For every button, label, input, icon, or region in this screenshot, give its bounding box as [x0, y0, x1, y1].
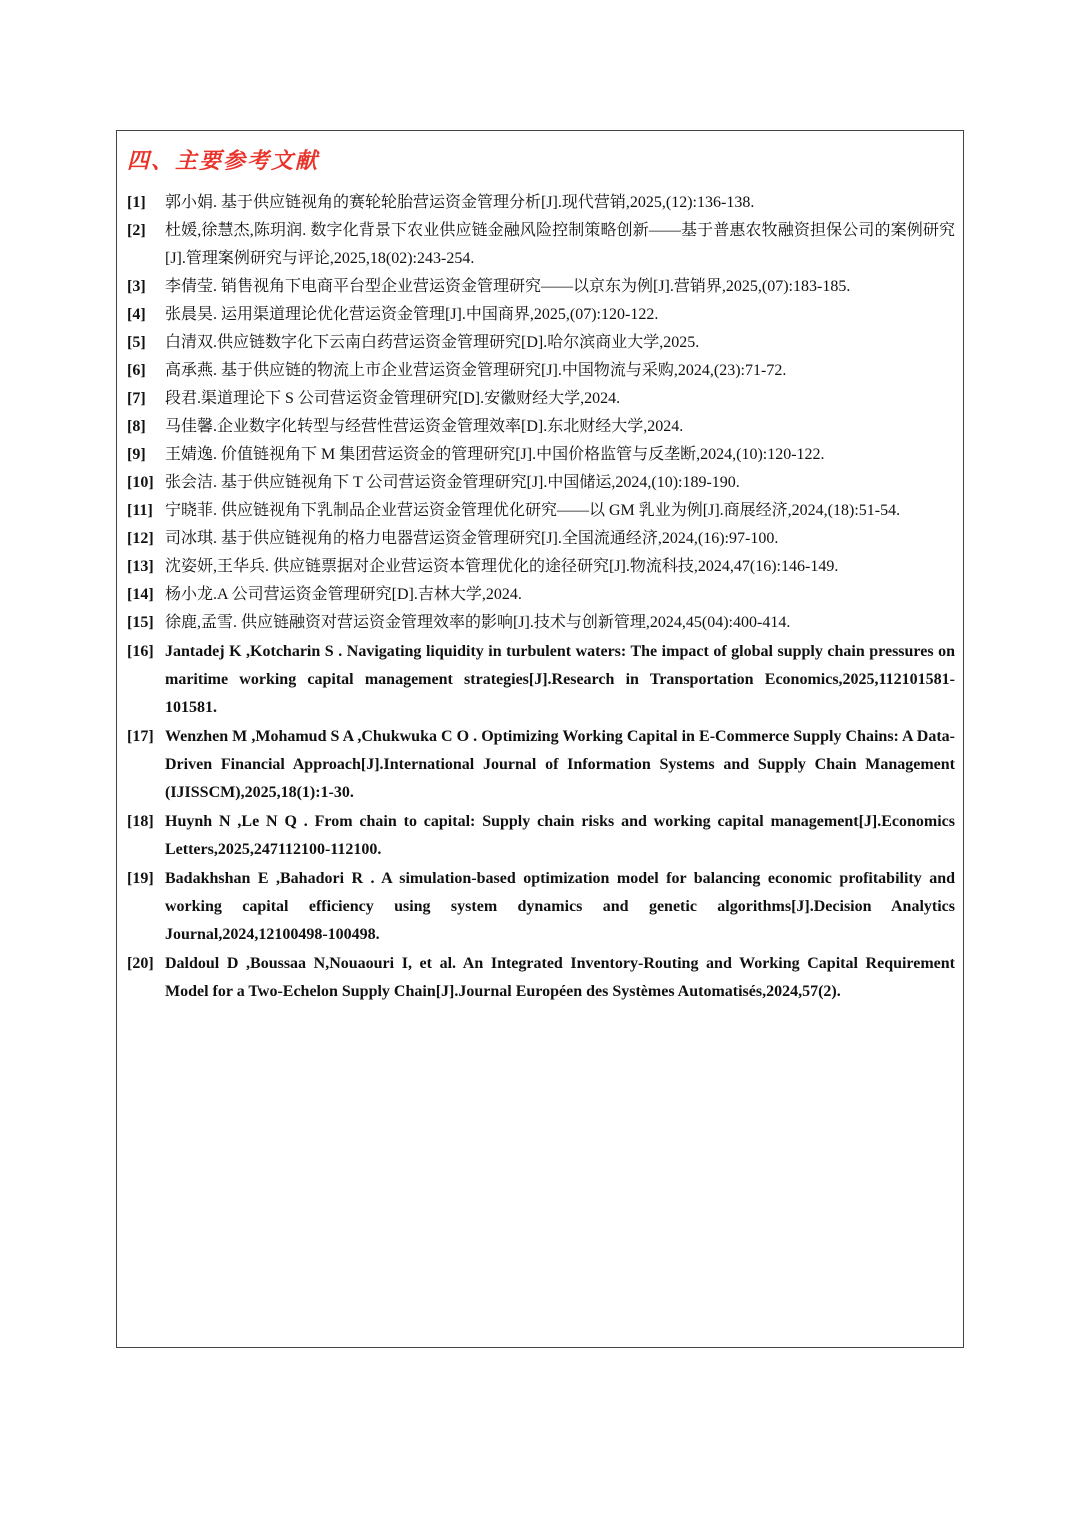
- reference-number: [18]: [127, 813, 154, 830]
- reference-text: 白清双.供应链数字化下云南白药营运资金管理研究[D].哈尔滨商业大学,2025.: [165, 334, 700, 351]
- reference-number: [1]: [127, 194, 146, 211]
- reference-number: [6]: [127, 362, 146, 379]
- reference-item: [127, 638, 955, 722]
- reference-item: [127, 385, 955, 413]
- reference-text: 宁晓菲. 供应链视角下乳制品企业营运资金管理优化研究——以 GM 乳业为例[J].商展经济,2024,(18):51-54.: [165, 502, 901, 519]
- reference-number: [5]: [127, 334, 146, 351]
- reference-item: [127, 497, 955, 525]
- reference-item: [127, 865, 955, 949]
- reference-item: [127, 808, 955, 864]
- reference-number: [11]: [127, 502, 153, 519]
- reference-text: Daldoul D ,Boussaa N,Nouaouri I, et al. An Integrated Inventory-Routing and Working Capital Requirement Model for a Two-Echelon Supply Chain[J].Journal Européen des Systèmes Automatisés,2024,57(2).: [165, 955, 955, 1000]
- reference-item: [127, 413, 955, 441]
- reference-number: [2]: [127, 222, 146, 239]
- reference-text: 沈姿妍,王华兵. 供应链票据对企业营运资本管理优化的途径研究[J].物流科技,2024,47(16):146-149.: [165, 558, 839, 575]
- reference-text: 杜媛,徐慧杰,陈玥润. 数字化背景下农业供应链金融风险控制策略创新——基于普惠农牧融资担保公司的案例研究[J].管理案例研究与评论,2025,18(02):243-254.: [165, 222, 955, 267]
- reference-text: 段君.渠道理论下 S 公司营运资金管理研究[D].安徽财经大学,2024.: [165, 390, 621, 407]
- reference-text: 司冰琪. 基于供应链视角的格力电器营运资金管理研究[J].全国流通经济,2024,(16):97-100.: [165, 530, 779, 547]
- reference-text: Jantadej K ,Kotcharin S . Navigating liquidity in turbulent waters: The impact of global supply chain pressures on maritime working capital management strategies[J].Research in Transportation Economics,2025,112101581-101581.: [165, 643, 955, 716]
- reference-number: [12]: [127, 530, 154, 547]
- reference-item: [127, 217, 955, 273]
- reference-number: [13]: [127, 558, 154, 575]
- reference-item: [127, 189, 955, 217]
- reference-item: [127, 357, 955, 385]
- reference-text: 张晨昊. 运用渠道理论优化营运资金管理[J].中国商界,2025,(07):120-122.: [165, 306, 659, 323]
- reference-text: 李倩莹. 销售视角下电商平台型企业营运资金管理研究——以京东为例[J].营销界,2025,(07):183-185.: [165, 278, 851, 295]
- reference-number: [7]: [127, 390, 146, 407]
- reference-text: Wenzhen M ,Mohamud S A ,Chukwuka C O . Optimizing Working Capital in E-Commerce Supply Chains: A Data-Driven Financial Approach[J].International Journal of Information Systems and Supply Chain Management (IJISSCM),2025,18(1):1-30.: [165, 728, 955, 801]
- reference-number: [20]: [127, 955, 154, 972]
- reference-text: 马佳馨.企业数字化转型与经营性营运资金管理效率[D].东北财经大学,2024.: [165, 418, 684, 435]
- reference-text: 高承燕. 基于供应链的物流上市企业营运资金管理研究[J].中国物流与采购,2024,(23):71-72.: [165, 362, 787, 379]
- reference-number: [8]: [127, 418, 146, 435]
- reference-item: [127, 609, 955, 637]
- reference-list: [127, 189, 955, 1006]
- reference-number: [3]: [127, 278, 146, 295]
- reference-item: [127, 553, 955, 581]
- reference-item: [127, 329, 955, 357]
- reference-text: Huynh N ,Le N Q . From chain to capital: Supply chain risks and working capital management[J].Economics Letters,2025,247112100-112100.: [165, 813, 955, 858]
- reference-text: Badakhshan E ,Bahadori R . A simulation-based optimization model for balancing economic profitability and working capital efficiency using system dynamics and genetic algorithms[J].Decision Analytics Journal,2024,12100498-100498.: [165, 870, 955, 943]
- reference-number: [4]: [127, 306, 146, 323]
- reference-text: 徐鹿,孟雪. 供应链融资对营运资金管理效率的影响[J].技术与创新管理,2024,45(04):400-414.: [165, 614, 791, 631]
- reference-item: [127, 301, 955, 329]
- reference-item: [127, 469, 955, 497]
- reference-item: [127, 950, 955, 1006]
- reference-number: [9]: [127, 446, 146, 463]
- reference-text: 郭小娟. 基于供应链视角的赛轮轮胎营运资金管理分析[J].现代营销,2025,(12):136-138.: [165, 194, 755, 211]
- reference-item: [127, 525, 955, 553]
- reference-number: [15]: [127, 614, 154, 631]
- reference-text: 杨小龙.A 公司营运资金管理研究[D].吉林大学,2024.: [165, 586, 522, 603]
- reference-number: [10]: [127, 474, 154, 491]
- reference-number: [17]: [127, 728, 154, 745]
- reference-item: [127, 581, 955, 609]
- reference-item: [127, 441, 955, 469]
- reference-number: [16]: [127, 643, 154, 660]
- reference-text: 王婧逸. 价值链视角下 M 集团营运资金的管理研究[J].中国价格监管与反垄断,2024,(10):120-122.: [165, 446, 825, 463]
- reference-item: [127, 273, 955, 301]
- section-title: 四、主要参考文献: [127, 148, 320, 174]
- reference-text: 张会洁. 基于供应链视角下 T 公司营运资金管理研究[J].中国储运,2024,(10):189-190.: [165, 474, 740, 491]
- references-frame: [116, 130, 964, 1348]
- reference-number: [19]: [127, 870, 154, 887]
- reference-item: [127, 723, 955, 807]
- reference-number: [14]: [127, 586, 154, 603]
